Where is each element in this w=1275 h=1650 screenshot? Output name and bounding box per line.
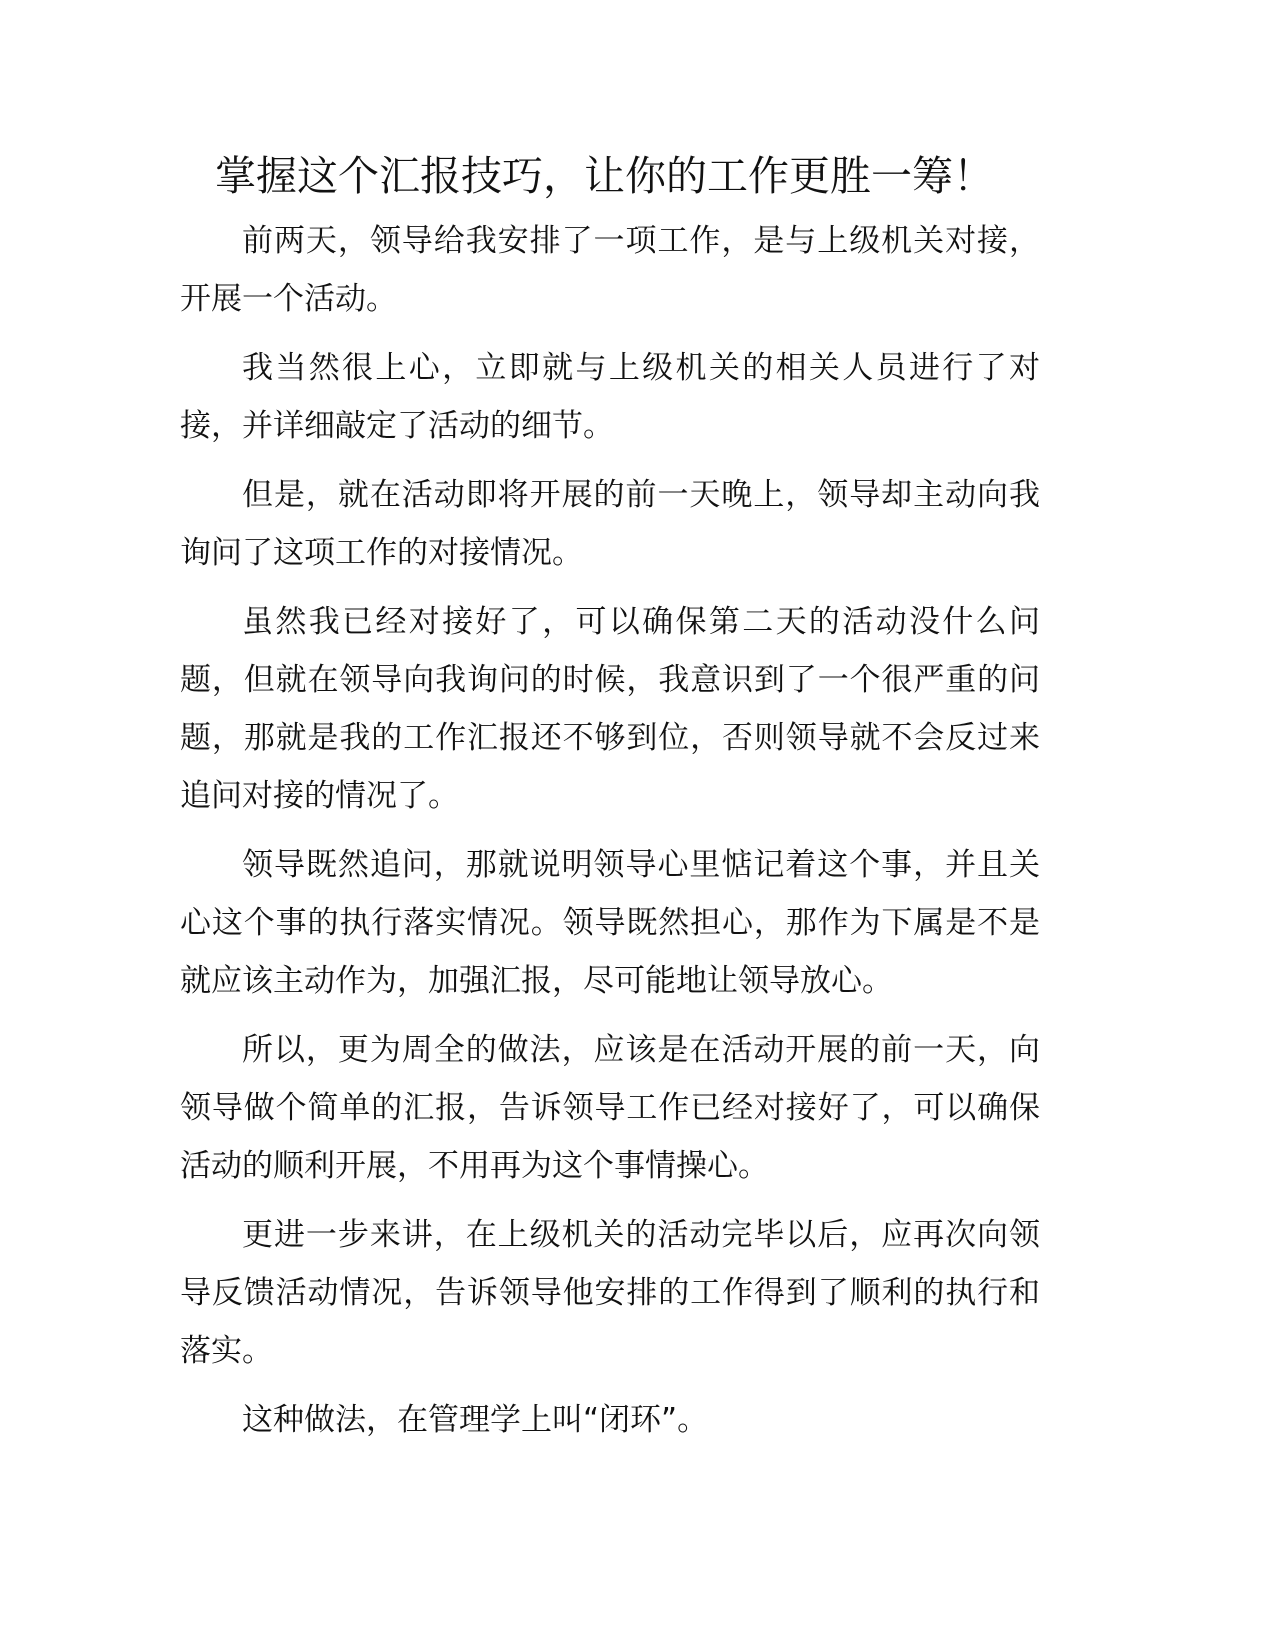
paragraph-2: 我当然很上心，立即就与上级机关的相关人员进行了对接，并详细敲定了活动的细节。 [180, 350, 1040, 444]
paragraph-3: 但是，就在活动即将开展的前一天晚上，领导却主动向我询问了这项工作的对接情况。 [180, 477, 1040, 571]
article-title: 掌握这个汇报技巧，让你的工作更胜一筹！ [215, 152, 994, 200]
paragraph-5: 领导既然追问，那就说明领导心里惦记着这个事，并且关心这个事的执行落实情况。领导既然担心，那作为下属是不是就应该主动作为，加强汇报，尽可能地让领导放心。 [180, 847, 1040, 999]
paragraph-6: 所以，更为周全的做法，应该是在活动开展的前一天，向领导做个简单的汇报，告诉领导工作已经对接好了，可以确保活动的顺利开展，不用再为这个事情操心。 [180, 1032, 1040, 1184]
paragraph-1: 前两天，领导给我安排了一项工作，是与上级机关对接，开展一个活动。 [180, 223, 1040, 317]
paragraph-7: 更进一步来讲，在上级机关的活动完毕以后，应再次向领导反馈活动情况，告诉领导他安排的工作得到了顺利的执行和落实。 [180, 1217, 1040, 1369]
paragraph-8: 这种做法，在管理学上叫“闭环”。 [242, 1402, 709, 1438]
paragraph-4: 虽然我已经对接好了，可以确保第二天的活动没什么问题，但就在领导向我询问的时候，我意识到了一个很严重的问题，那就是我的工作汇报还不够到位，否则领导就不会反过来追问对接的情况了。 [180, 604, 1040, 814]
article-body [180, 212, 1040, 1460]
